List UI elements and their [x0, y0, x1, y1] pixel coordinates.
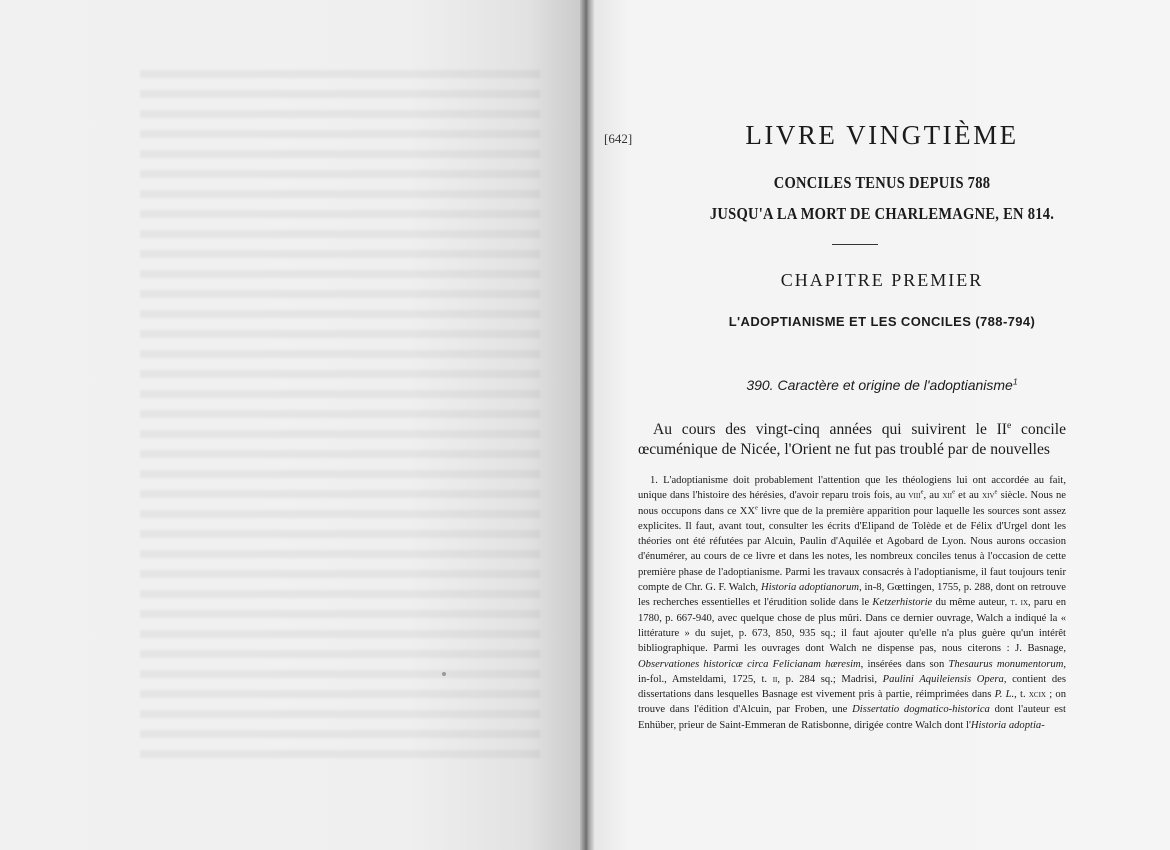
superscript: e — [994, 488, 998, 496]
footnote-text: , t. — [1014, 689, 1029, 701]
right-page — [594, 0, 1170, 850]
footnote-text: dont l'auteur est Enhüber, prieur de Saint-Emmeran de Ratisbonne, dirigée contre Walch dont l' — [638, 704, 1067, 731]
superscript: e — [1006, 419, 1012, 431]
volume-numeral: ii — [772, 673, 778, 685]
cited-title: Ketzerhistorie — [872, 597, 933, 609]
footnote-text: , p. 284 sq.; Madrisi, — [777, 673, 883, 685]
cited-title: Historia adoptianorum — [760, 582, 860, 594]
title-divider — [832, 244, 878, 245]
footnote-text: , insérées dans son — [860, 658, 949, 670]
footnote-reference: 1 — [1012, 376, 1018, 387]
superscript: e — [920, 488, 924, 496]
cited-title: P. L. — [994, 689, 1015, 701]
book-gutter — [580, 0, 594, 850]
footnote-number: 1. — [650, 475, 658, 486]
footnote-text: L'adoptianisme doit probablement l'attention que les théologiens lui ont accordée au fait, unique dans l'histoire des hérésies, d'avoir reparu trois fois, au — [638, 475, 1066, 502]
footnote-text: livre que de la première apparition pour laquelle les sources sont assez explicites. Il faut, avant tout, consulter les écrits d'Elipand de Tolède et de Félix d'Urgel dont les théories ont été réfutées par Alcuin, Paulin d'Aquilée et Agobard de Lyon. Nous aurons occasion d'énumérer, au cours de ce livre et dans les notes, les nombreux conciles tenus à l'occasion de cette première phase de l'adoptianisme. Parmi les travaux consacrés à l'adoptianisme, il faut toujours tenir compte de Chr. G. F. Walch, — [638, 505, 1066, 594]
footnote-text: , au — [923, 490, 943, 502]
chapter-subtitle: L'ADOPTIANISME ET LES CONCILES (788-794) — [728, 314, 1036, 329]
century-numeral: xii — [942, 490, 953, 502]
volume-numeral: t. ix — [1010, 597, 1029, 609]
cited-title: Dissertatio dogmatico-historica — [852, 704, 990, 716]
section-heading — [594, 377, 1170, 393]
footnote-text: , contient des dissertations dans lesquelles Basnage est vivement pris à partie, réimprimées dans — [638, 673, 1066, 701]
book-title: LIVRE VINGTIÈME — [745, 120, 1019, 150]
cited-title: Observationes historicæ circa Felicianam hæresim — [638, 658, 861, 670]
footnote-text: , paru en 1780, p. 667-940, avec quelque chose de plus mûri. Dans ce dernier ouvrage, Walch a indiqué la « littérature » du sujet, p. 673, 850, 935 sq.; il faut ajouter qu'elle n'a plus guère qu'un intérêt bibliographique. Parmi les ouvrages dont Walch ne dispense pas, nous citerons : J. Basnage, — [638, 597, 1066, 655]
footnote-text: , in-8, Gœttingen, 1755, p. 288, dont on retrouve les recherches essentielles et l'érudition solide dans le — [638, 582, 1066, 609]
cited-title: Paulini Aquileiensis Opera — [882, 673, 1004, 685]
body-text-segment: Au cours des vingt-cinq années qui suivirent le II — [653, 421, 1007, 438]
footnote-text: et au — [955, 490, 983, 502]
footnote-text: du même auteur, — [932, 597, 1011, 609]
section-title: 390. Caractère et origine de l'adoptianisme — [746, 377, 1013, 393]
cited-title: Thesaurus monumentorum — [948, 658, 1064, 670]
paper-speck — [442, 672, 446, 676]
chapter-title: CHAPITRE PREMIER — [780, 270, 984, 290]
bleed-through-text — [140, 70, 540, 760]
book-subtitle-line-2: JUSQU'A LA MORT DE CHARLEMAGNE, EN 814. — [709, 204, 1055, 223]
body-text-segment: concile œcuménique de Nicée, l'Orient ne fut pas troublé par de nouvelles — [638, 421, 1066, 458]
superscript: e — [755, 504, 758, 512]
superscript: e — [952, 488, 956, 496]
volume-numeral: xcix — [1028, 689, 1046, 701]
body-paragraph — [638, 420, 1066, 460]
footnote-text: ; on trouve dans l'édition d'Alcuin, par Froben, une — [638, 689, 1066, 716]
footnote-text: , in-fol., Amsteldami, 1725, t. — [638, 658, 1066, 685]
century-numeral: xiv — [982, 490, 995, 502]
footnote-text: siècle. Nous ne nous occupons dans ce XX — [638, 490, 1066, 517]
page-marker: [642] — [604, 131, 633, 146]
century-numeral: viii — [908, 490, 921, 502]
cited-title: Historia adoptia- — [970, 719, 1045, 731]
book-subtitle-line-1: CONCILES TENUS DEPUIS 788 — [773, 173, 991, 192]
footnote — [638, 473, 1066, 733]
